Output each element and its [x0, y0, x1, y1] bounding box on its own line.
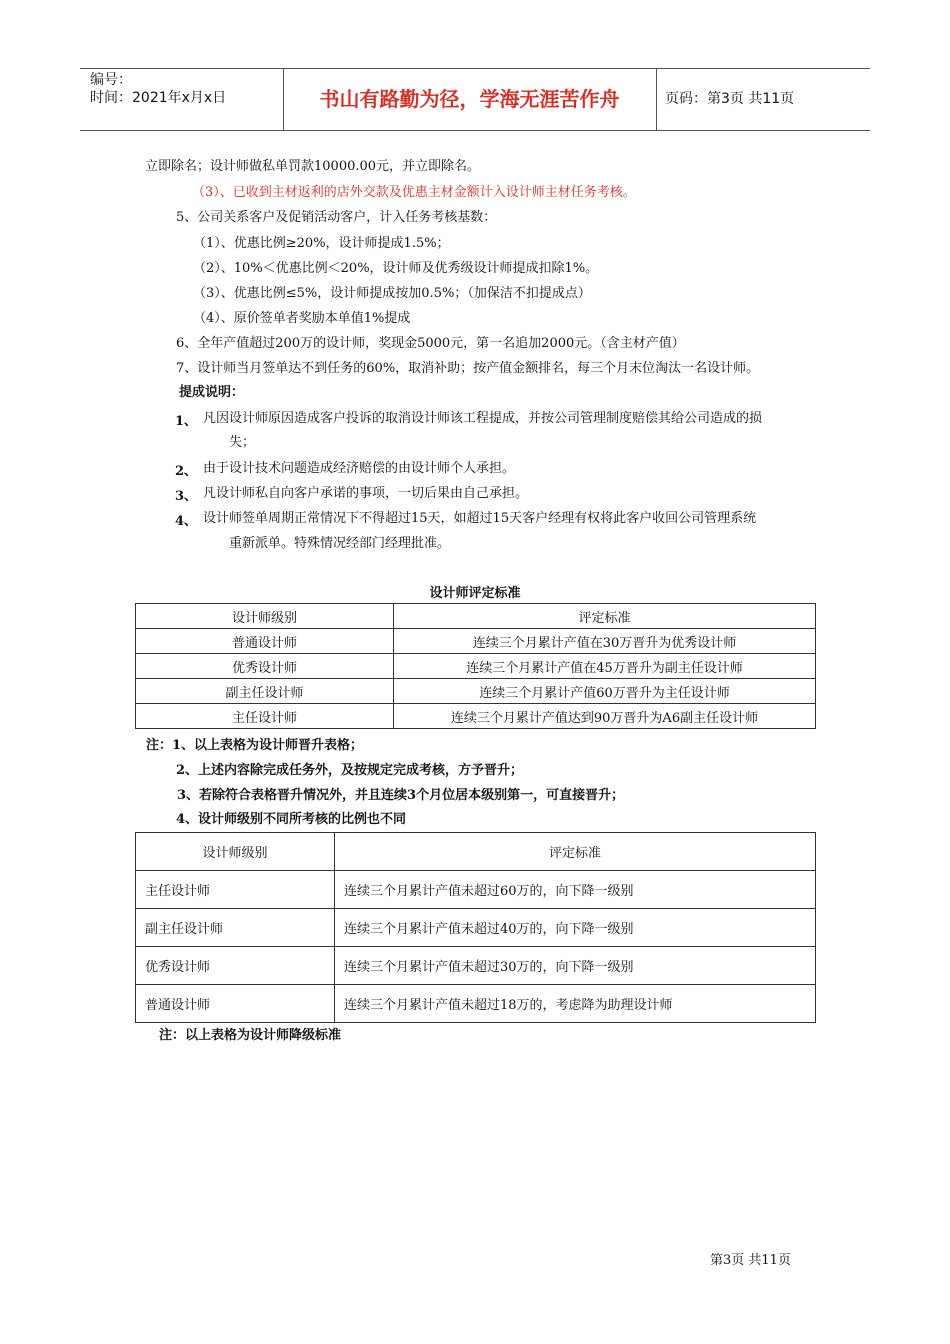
table-cell: 连续三个月累计产值达到90万晋升为A6副主任设计师	[394, 704, 816, 729]
commission-item-text: 重新派单。特殊情况经部门经理批准。	[229, 536, 451, 551]
table-cell: 连续三个月累计产值未超过18万的，考虑降为助理设计师	[335, 985, 816, 1023]
note-line: 注：1、以上表格为设计师晋升表格；	[146, 738, 364, 753]
table-header-row	[136, 833, 816, 871]
table-header-cell: 评定标准	[394, 604, 816, 629]
page-footer: 第3页 共11页	[710, 1253, 791, 1268]
table-header-cell: 设计师级别	[136, 833, 335, 871]
table-cell: 连续三个月累计产值在30万晋升为优秀设计师	[394, 629, 816, 654]
table-cell: 主任设计师	[136, 704, 394, 729]
commission-item-text: 设计师签单周期正常情况下不得超过15天，如超过15天客户经理有权将此客户收回公司管理系统	[203, 511, 757, 526]
note-line: 4、设计师级别不同所考核的比例也不同	[176, 812, 407, 827]
table-row	[136, 679, 816, 704]
header-page-number: 页码：第3页 共11页	[665, 91, 795, 107]
commission-item-text: 凡因设计师原因造成客户投诉的取消设计师该工程提成，并按公司管理制度赔偿其给公司造成的损	[203, 411, 763, 426]
table-header-row	[136, 604, 816, 629]
table-cell: 普通设计师	[136, 629, 394, 654]
table-header-cell: 设计师级别	[136, 604, 394, 629]
header-divider	[656, 69, 657, 130]
table-row	[136, 909, 816, 947]
body-line: 立即除名；设计师做私单罚款10000.00元，并立即除名。	[145, 159, 481, 174]
demotion-table	[135, 832, 816, 1023]
table-cell: 副主任设计师	[136, 679, 394, 704]
table-row	[136, 871, 816, 909]
promotion-table	[135, 603, 816, 729]
note-line: 2、上述内容除完成任务外，及按规定完成考核，方予晋升；	[176, 763, 524, 778]
header-motto: 书山有路勤为径，学海无涯苦作舟	[319, 87, 620, 111]
document-time-label: 时间：2021年x月x日	[90, 90, 227, 106]
commission-item-text: 由于设计技术问题造成经济赔偿的由设计师个人承担。	[203, 461, 516, 476]
commission-title: 提成说明：	[179, 385, 245, 400]
body-line: （2）、10%＜优惠比例＜20%，设计师及优秀级设计师提成扣除1%。	[193, 261, 599, 276]
body-line: 5、公司关系客户及促销活动客户，计入任务考核基数：	[176, 210, 497, 225]
table-cell: 普通设计师	[136, 985, 335, 1023]
table-row	[136, 704, 816, 729]
table-row	[136, 947, 816, 985]
note-line: 3、若除符合表格晋升情况外，并且连续3个月位居本级别第一，可直接晋升；	[177, 788, 625, 803]
commission-item-number: 2、	[175, 464, 198, 479]
table-row	[136, 629, 816, 654]
table-header-cell: 评定标准	[335, 833, 816, 871]
body-line: 7、设计师当月签单达不到任务的60%，取消补助；按产值金额排名，每三个月末位淘汰一名设计师。	[176, 361, 760, 376]
table-cell: 连续三个月累计产值未超过40万的，向下降一级别	[335, 909, 816, 947]
commission-item-number: 1、	[175, 414, 198, 429]
table-cell: 连续三个月累计产值未超过60万的，向下降一级别	[335, 871, 816, 909]
table-cell: 连续三个月累计产值在45万晋升为副主任设计师	[394, 654, 816, 679]
document-number-label: 编号：	[90, 72, 132, 88]
commission-item-number: 4、	[175, 514, 198, 529]
table-cell: 副主任设计师	[136, 909, 335, 947]
commission-item-number: 3、	[175, 489, 198, 504]
promotion-table-title: 设计师评定标准	[429, 586, 521, 601]
table-cell: 优秀设计师	[136, 654, 394, 679]
body-line-highlight: （3）、已收到主材返利的店外交款及优惠主材金额计入设计师主材任务考核。	[192, 185, 636, 200]
table-cell: 连续三个月累计产值60万晋升为主任设计师	[394, 679, 816, 704]
commission-item-text: 失；	[229, 435, 256, 450]
commission-item-text: 凡设计师私自向客户承诺的事项，一切后果由自己承担。	[203, 486, 529, 501]
demotion-note: 注：以上表格为设计师降级标准	[159, 1028, 342, 1043]
body-line: 6、全年产值超过200万的设计师，奖现金5000元，第一名追加2000元。（含主材产值）	[176, 336, 685, 351]
page-header	[80, 68, 870, 131]
body-line: （4）、原价签单者奖励本单值1%提成	[193, 311, 411, 326]
table-row	[136, 654, 816, 679]
table-cell: 优秀设计师	[136, 947, 335, 985]
table-cell: 连续三个月累计产值未超过30万的，向下降一级别	[335, 947, 816, 985]
body-line: （3）、优惠比例≤5%，设计师提成按加0.5%；（加保洁不扣提成点）	[193, 286, 591, 301]
table-cell: 主任设计师	[136, 871, 335, 909]
header-meta	[90, 71, 226, 107]
table-row	[136, 985, 816, 1023]
body-line: （1）、优惠比例≥20%，设计师提成1.5%；	[193, 236, 450, 251]
